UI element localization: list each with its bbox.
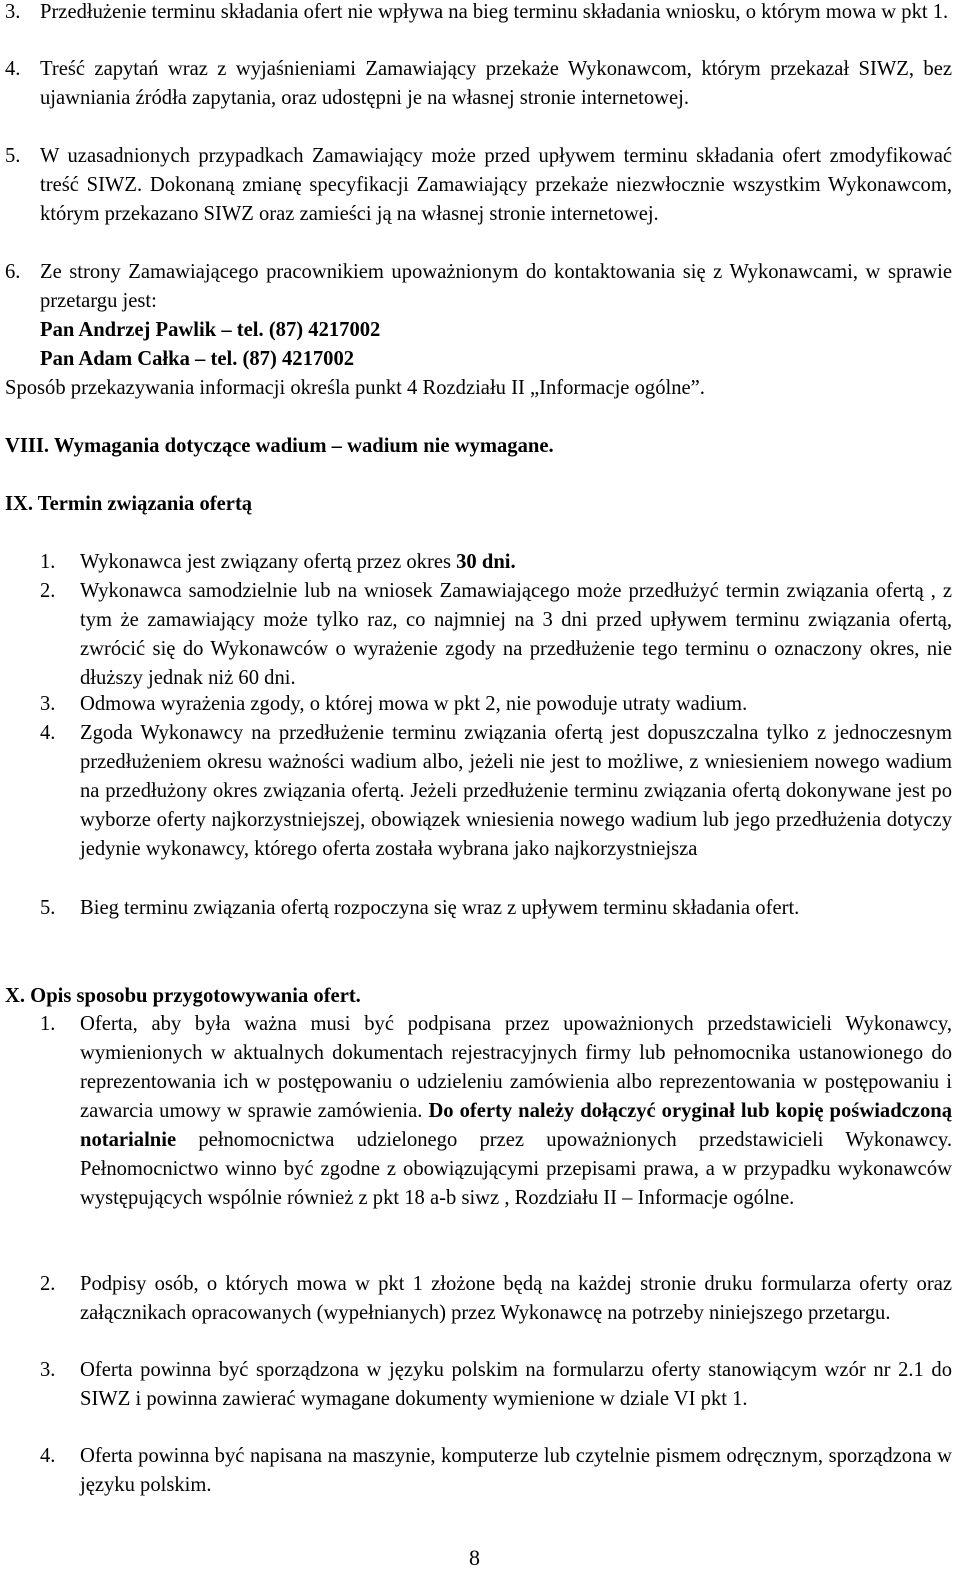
item-text-plain: Wykonawca jest związany ofertą przez okres	[80, 551, 457, 573]
info-line: Sposób przekazywania informacji określa punkt 4 Rozdziału II „Informacje ogólne”.	[5, 377, 705, 399]
contact-line	[40, 345, 354, 374]
list-item	[0, 1010, 952, 1213]
item-number: 1.	[40, 1013, 56, 1035]
contact-line	[40, 316, 380, 345]
list-item	[0, 258, 952, 316]
item-number: 3.	[40, 1359, 56, 1381]
item-text	[80, 548, 952, 577]
item-number: 2.	[40, 1273, 56, 1295]
contact-phone: (87) 4217002	[268, 319, 381, 341]
section-heading: IX. Termin związania ofertą	[5, 493, 253, 515]
contact-phone: (87) 4217002	[242, 348, 355, 370]
item-text: Oferta powinna być sporządzona w języku polskim na formularzu oferty stanowiącym wzór nr 2.1 do SIWZ i powinna zawierać wymagane dokumenty wymienione w dziale VI pkt 1.	[80, 1359, 952, 1410]
item-text: Zgoda Wykonawcy na przedłużenie terminu związania ofertą jest dopuszczalna tylko z jednoczesnym przedłużeniem okresu ważności wadium albo, jeżeli nie jest to możliwe, z wniesieniem nowego wadium na przedłużony okres związania ofertą. Jeżeli przedłużenie terminu związania ofertą dokonywane jest po wyborze oferty najkorzystniejszej, obowiązek wniesienia nowego wadium lub jego przedłużenia dotyczy jedynie wykonawcy, którego oferta została wybrana jako najkorzystniejsza	[80, 722, 952, 860]
item-text: Wykonawca samodzielnie lub na wniosek Zamawiającego może przedłużyć termin związania ofertą , z tym że zamawiający może tylko raz, co najmniej na 3 dni przed upływem terminu związania ofertą, zwrócić się do Wykonawców o wyrażenie zgody na przedłużenie tego terminu o oznaczony okres, nie dłuższy jednak niż 60 dni.	[80, 580, 952, 689]
page-number: 8	[469, 1545, 480, 1570]
item-text: Treść zapytań wraz z wyjaśnieniami Zamawiający przekaże Wykonawcom, którym przekazał SIWZ, bez ujawniania źródła zapytania, oraz udostępni je na własnej stronie internetowej.	[40, 58, 952, 109]
item-number: 5.	[5, 145, 21, 167]
contact-name: Pan Adam Całka – tel.	[40, 348, 238, 370]
item-number: 1.	[40, 551, 56, 573]
list-item	[0, 894, 952, 923]
item-text-bold: 30 dni.	[456, 551, 516, 573]
item-number: 4.	[40, 722, 56, 744]
item-text	[80, 1010, 952, 1213]
item-number: 3.	[5, 1, 21, 23]
list-item	[0, 1356, 952, 1414]
item-text: W uzasadnionych przypadkach Zamawiający może przed upływem terminu składania ofert zmodyfikować treść SIWZ. Dokonaną zmianę specyfikacji Zamawiający przekaże niezwłocznie wszystkim Wykonawcom, którym przekazano SIWZ oraz zamieści ją na własnej stronie internetowej.	[40, 145, 952, 225]
section-heading: X. Opis sposobu przygotowywania ofert.	[5, 985, 361, 1007]
item-text: Przedłużenie terminu składania ofert nie wpływa na bieg terminu składania wniosku, o którym mowa w pkt 1.	[40, 1, 949, 23]
item-text: Odmowa wyrażenia zgody, o której mowa w pkt 2, nie powoduje utraty wadium.	[80, 693, 748, 715]
item-number: 2.	[40, 580, 56, 602]
list-item	[0, 142, 952, 229]
list-item	[0, 0, 952, 27]
contact-name: Pan Andrzej Pawlik – tel.	[40, 319, 264, 341]
item-number: 3.	[40, 693, 56, 715]
section-heading: VIII. Wymagania dotyczące wadium – wadium nie wymagane.	[5, 435, 554, 457]
item-text-bold: Do oferty należy dołączyć oryginał lub kopię poświadczoną notarialnie	[80, 1100, 952, 1151]
item-number: 6.	[5, 261, 21, 283]
item-text: Ze strony Zamawiającego pracownikiem upoważnionym do kontaktowania się z Wykonawcami, w sprawie przetargu jest:	[40, 261, 952, 312]
list-item	[0, 548, 952, 577]
item-number: 4.	[5, 58, 21, 80]
item-text-plain: Oferta, aby była ważna musi być podpisana przez upoważnionych przedstawicieli Wykonawcy, wymienionych w aktualnych dokumentach rejestracyjnych firmy lub pełnomocnika ustanowionego do reprezentowania ich w postępowaniu o udzieleniu zamówienia albo reprezentowania w postępowaniu i zawarcia umowy w sprawie zamówienia.	[80, 1013, 952, 1122]
item-text-plain: pełnomocnictwa udzielonego przez upoważnionych przedstawicieli Wykonawcy. Pełnomocnictwo winno być zgodne z obowiązującymi przepisami prawa, a w przypadku wykonawców występujących wspólnie również z pkt 18 a-b siwz , Rozdziału II – Informacje ogólne.	[80, 1129, 952, 1209]
item-number: 4.	[40, 1445, 56, 1467]
item-text: Bieg terminu związania ofertą rozpoczyna się wraz z upływem terminu składania ofert.	[80, 897, 800, 919]
list-item	[0, 1442, 952, 1500]
list-item	[0, 577, 952, 693]
list-item	[0, 55, 952, 113]
list-item	[0, 719, 952, 864]
item-text: Oferta powinna być napisana na maszynie, komputerze lub czytelnie pismem odręcznym, sporządzona w języku polskim.	[80, 1445, 952, 1496]
list-item	[0, 690, 952, 719]
item-number: 5.	[40, 897, 56, 919]
list-item	[0, 1270, 952, 1328]
item-text: Podpisy osób, o których mowa w pkt 1 złożone będą na każdej stronie druku formularza oferty oraz załącznikach opracowanych (wypełnianych) przez Wykonawcę na potrzeby niniejszego przetargu.	[80, 1273, 952, 1324]
